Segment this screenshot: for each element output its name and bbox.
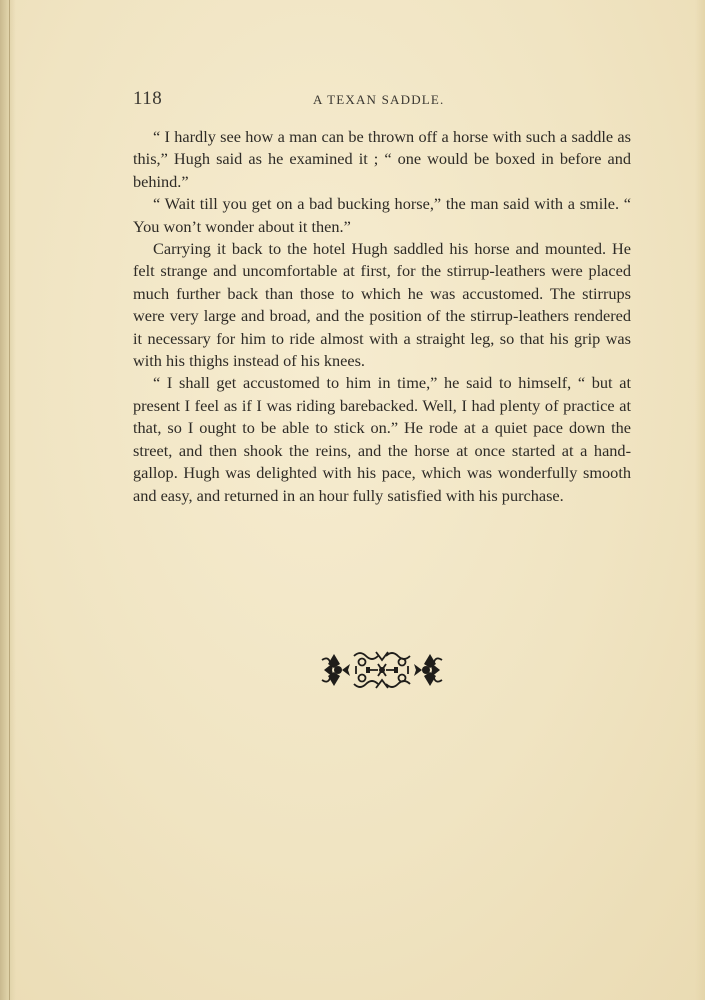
paragraph: Carrying it back to the hotel Hugh saddled his horse and mounted. He felt strange and uncomfortable at first, for the stirrup-leathers were placed much further back than those to which he was accustomed. The stirrups were very large and broad, and the position of the stirrup-leathers rendered it necessary for him to ride almost with a straight leg, so that his grip was with his thighs instead of his knees.	[133, 239, 631, 371]
tailpiece-ornament-icon	[320, 648, 444, 692]
paragraph: “ I hardly see how a man can be thrown off a horse with such a saddle as this,” Hugh said as he examined it ; “ one would be boxed in before and behind.”	[133, 127, 631, 191]
left-fleuron-icon	[322, 654, 350, 686]
paragraph: “ I shall get accustomed to him in time,” he said to himself, “ but at present I feel as if I was riding barebacked. Well, I had plenty of practice at that, so I ought to be able to stick on.” He rode at a quiet pace down the street, and then shook the reins, and the horse at once started at a hand-gallop. Hugh was delighted with his pace, which was wonderfully smooth and easy, and returned in an hour fully satisfied with his purchase.	[133, 373, 631, 505]
right-fleuron-icon	[414, 654, 442, 686]
binding-gutter	[0, 0, 16, 1000]
binding-line	[9, 0, 10, 1000]
body-text	[133, 126, 631, 507]
paragraph: “ Wait till you get on a bad bucking horse,” the man said with a smile. “ You won’t wonder about it then.”	[133, 194, 631, 236]
page-edge-shadow	[695, 0, 705, 1000]
page-number: 118	[133, 88, 163, 109]
running-head	[133, 88, 631, 112]
running-title: A TEXAN SADDLE.	[313, 92, 445, 107]
